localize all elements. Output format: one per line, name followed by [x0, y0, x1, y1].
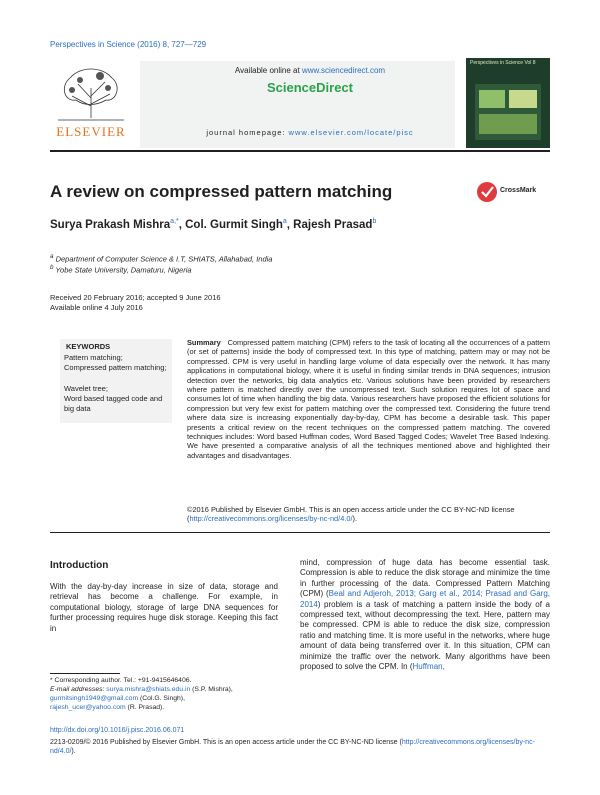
intro-left-column: With the day-by-day increase in size of data, storage and retrieval has become a challenge. For example, in computational biology, storage of large DNA sequences for further processing requires huge disk storage. Keeping this fact in [50, 582, 278, 633]
journal-homepage-link[interactable]: www.elsevier.com/locate/pisc [288, 128, 414, 137]
author-name: , Col. Gurmit Singh [178, 218, 283, 231]
affiliation-text: Department of Computer Science & I.T, SHIATS, Allahabad, India [53, 254, 273, 264]
abstract-text: Compressed pattern matching (CPM) refers to the task of locating all the occurrences of a pattern (or set of patterns) inside the body of compressed text. In this type of matching, pattern may or may not be compressed. CPM is very useful in handling large volume of data especially over the network. It has many applications in computational biology, where it is useful in finding similar trends in DNA sequences; intrusion detection over the networks, big data analytics etc. Various solutions have been provided by researchers where pattern is matched directly over the uncompressed text. Such solution requires lot of space and consumes lot of time when handling the big data. Various researchers have proposed the efficient solutions for compression but very few exist for pattern matching over the compressed text. Considering the future trend where data size is increasing exponentially day-by-day, CPM has become a desirable task. This paper presents a critical review on the recent techniques on the compressed pattern matching. The covered techniques includes: Word based Huffman codes, Word Based Tagged Codes; Wavelet Tree Based Indexing. We have presented a comparative analysis of all the techniques mentioned above and highlighted their advantages and disadvantages. [187, 338, 550, 460]
affiliation [50, 253, 272, 264]
author-name: Surya Prakash Mishra [50, 218, 171, 231]
affiliation [50, 264, 192, 275]
received-date: Received 20 February 2016; accepted 9 June 2016 [50, 293, 221, 302]
email-owner: (S.P. Mishra), [190, 686, 233, 693]
sciencedirect-link[interactable]: www.sciencedirect.com [301, 66, 386, 75]
affiliation-mark: a [50, 253, 54, 260]
copyright-text-end: ). [352, 514, 358, 524]
license-link[interactable]: http://creativecommons.org/licenses/by-nc-nd/4.0/ [50, 739, 535, 755]
author-name: , Rajesh Prasad [286, 218, 373, 231]
citation-link[interactable]: Huffman, [412, 662, 445, 672]
author-list [50, 218, 376, 231]
footnote-rule [50, 673, 120, 674]
publisher-name: ELSEVIER [56, 124, 126, 139]
email-link[interactable]: gurmitsingh1949@gmail.com [50, 695, 139, 702]
doi-link[interactable]: http://dx.doi.org/10.1016/j.pisc.2016.06.071 [50, 727, 185, 734]
corresponding-author: * Corresponding author. Tel.: +91-9415646406. [50, 677, 192, 684]
email-link[interactable]: rajesh_ucer@yahoo.com [50, 704, 126, 711]
issn-text: 2213-0209/© 2016 Published by Elsevier GmbH. This is an open access article under the CC BY-NC-ND license ( [50, 739, 402, 746]
header-rule [50, 150, 550, 152]
author-affiliation-mark: a [282, 218, 287, 225]
available-date: Available online 4 July 2016 [50, 303, 143, 312]
journal-homepage-label: journal homepage: [206, 128, 289, 137]
copyright-text: ©2016 Published by Elsevier GmbH. This is an open access article under the CC BY-NC-ND license ( [187, 505, 515, 524]
section-rule [50, 532, 550, 533]
email-owner: (Col.G. Singh), [138, 695, 185, 702]
keyword: Word based tagged code and big data [64, 394, 163, 413]
article-title: A review on compressed pattern matching [50, 182, 393, 201]
citation-link[interactable]: Beal and Adjeroh, 2013; Garg et al., 2014; Prasad and Garg, 2014 [300, 589, 551, 609]
intro-text: ) problem is a task of matching a pattern inside the body of a compressed text, without decompressing the text. Here, pattern may be compressed. CPM is able to reduce the disk size, compression ratio and matching time. It is more useful in the networks, where huge amount of data being transferred over it. In this situation, CPM can minimize the traffic over the network. Many algorithms have been proposed to solve the CPM. In ( [300, 599, 550, 672]
affiliation-mark: b [50, 264, 54, 271]
intro-text: mind, compression of huge data has become essential task. Compression is able to reduce the disk storage and minimize the time in further processing of the data. Compressed Pattern Matching (CPM) ( [300, 558, 550, 599]
abstract [187, 338, 550, 460]
keywords-heading: KEYWORDS [66, 342, 111, 351]
section-heading: Introduction [50, 560, 109, 571]
abstract-lead: Summary [187, 338, 221, 347]
issn-text-end: ). [71, 748, 76, 755]
journal-cover-title: Perspectives in Science Vol 8 [470, 60, 536, 66]
copyright-line [187, 505, 550, 524]
footnote [50, 676, 280, 712]
journal-reference: Perspectives in Science (2016) 8, 727—729 [50, 40, 207, 49]
journal-cover-image [475, 84, 541, 140]
license-link[interactable]: http://creativecommons.org/licenses/by-nc-nd/4.0/ [189, 514, 353, 524]
email-label: E-mail addresses: [50, 686, 107, 693]
available-online [195, 66, 425, 75]
keyword: Compressed pattern matching; [64, 363, 167, 372]
journal-homepage [195, 128, 425, 137]
keyword: Pattern matching; [64, 353, 123, 362]
email-link[interactable]: surya.mishra@shiats.edu.in [106, 686, 191, 693]
available-online-label: Available online at [234, 66, 302, 75]
author-affiliation-mark: b [372, 218, 377, 225]
crossmark-label: CrossMark [500, 187, 537, 194]
issn-line [50, 738, 550, 756]
sciencedirect-brand: ScienceDirect [267, 80, 353, 95]
email-owner: (R. Prasad). [125, 704, 165, 711]
author-affiliation-mark: a,* [170, 218, 179, 225]
keyword: Wavelet tree; [64, 384, 108, 393]
affiliation-text: Yobe State University, Damaturu, Nigeria [53, 265, 192, 275]
intro-right-column [300, 558, 550, 672]
